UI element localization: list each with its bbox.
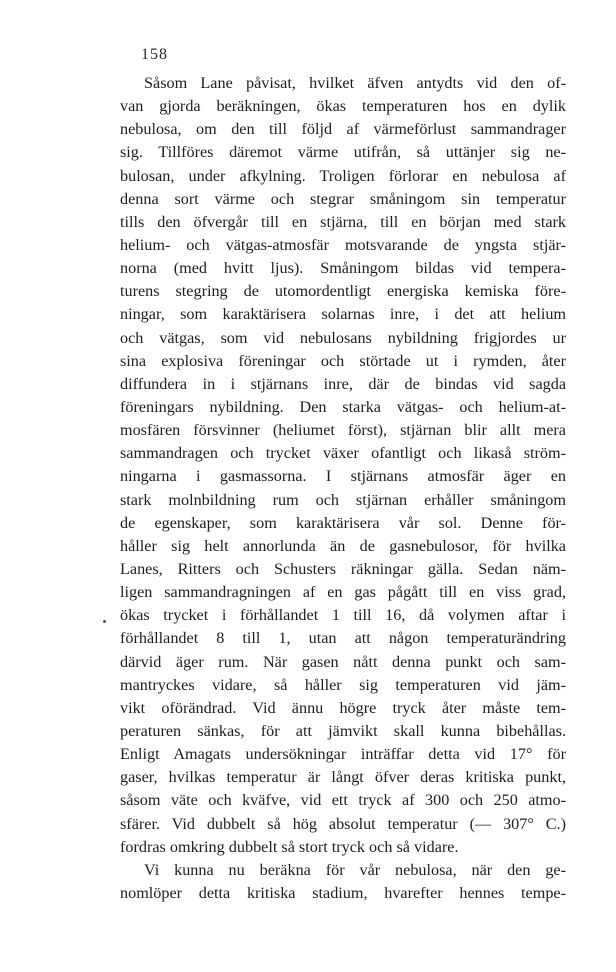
text-line: fordras omkring dubbelt så stort tryck och så vidare.	[120, 837, 459, 856]
text-line: förhållandet 8 till 1, utan att någon temperaturändring	[120, 629, 566, 648]
text-line: och vätgas, som vid nebulosans nybildning frigjordes ur	[120, 328, 566, 347]
text-line: nebulosa, om den till följd af värmeförlust sammandrager	[120, 120, 566, 139]
text-line: denna sort värme och stegrar småningom sin temperatur	[120, 189, 566, 208]
text-line: sammandragen och trycket växer ofantligt och likaså ström-	[120, 444, 566, 463]
text-line: ligen sammandragningen af en gas pågått till en viss grad,	[120, 583, 566, 602]
text-line: Enligt Amagats undersökningar inträffar detta vid 17° för	[120, 745, 566, 764]
margin-mark	[103, 620, 106, 623]
text-line: vikt oförändrad. Vid ännu högre tryck åter måste tem-	[120, 698, 566, 717]
text-line: därvid äger rum. När gasen nått denna punkt och sam-	[120, 652, 566, 671]
text-line: stark molnbildning rum och stjärnan erhåller småningom	[120, 490, 566, 509]
text-line: föreningars nybildning. Den starka vätgas- och helium-at-	[120, 397, 566, 416]
text-line: sina explosiva föreningar och störtade ut i rymden, åter	[120, 351, 566, 370]
text-line: såsom väte och kväfve, vid ett tryck af 300 och 250 atmo-	[120, 791, 566, 810]
text-line: sig. Tillföres däremot värme utifrån, så uttänjer sig ne-	[120, 143, 566, 162]
text-line: ningarna i gasmassorna. I stjärnans atmosfär äger en	[120, 467, 566, 486]
text-line: Såsom Lane påvisat, hvilket äfven antydts vid den of-	[144, 74, 566, 92]
text-line: helium- och vätgas-atmosfär motsvarande de yngsta stjär-	[120, 235, 566, 254]
text-line: gaser, hvilkas temperatur är långt öfver deras kritiska punkt,	[120, 768, 566, 787]
text-line: sfärer. Vid dubbelt så hög absolut temperatur (— 307° C.)	[120, 814, 566, 833]
text-line: nomlöper detta kritiska stadium, hvarefter hennes tempe-	[120, 883, 566, 902]
text-line: ökas trycket i förhållandet 1 till 16, då volymen aftar i	[120, 606, 566, 625]
text-line: peraturen sänkas, för att jämvikt skall kunna bibehållas.	[120, 721, 566, 740]
text-line: ningar, som karaktärisera solarnas inre, i det att helium	[120, 305, 566, 324]
text-line: tills den öfvergår till en stjärna, till en början med stark	[120, 212, 566, 231]
text-line: diffundera in i stjärnans inre, där de bindas vid sagda	[120, 374, 566, 393]
text-line: de egenskaper, som karaktärisera vår sol. Denne för-	[120, 513, 566, 532]
text-line: bulosan, under afkylning. Troligen förlorar en nebulosa af	[120, 166, 566, 185]
body-text	[120, 72, 566, 905]
text-line: Vi kunna nu beräkna för vår nebulosa, när den ge-	[144, 860, 566, 879]
text-line: mosfären försvinner (heliumet först), stjärnan blir allt mera	[120, 421, 566, 440]
text-line: van gjorda beräkningen, ökas temperaturen hos en dylik	[120, 97, 566, 116]
text-line: Lanes, Ritters och Schusters räkningar gälla. Sedan näm-	[120, 559, 566, 578]
text-line: norna (med hvitt ljus). Småningom bildas vid tempera-	[120, 259, 566, 278]
page-number: 158	[141, 46, 168, 63]
text-line: mantryckes vidare, så håller sig temperaturen vid jäm-	[120, 675, 566, 694]
text-line: håller sig helt annorlunda än de gasnebulosor, för hvilka	[120, 536, 566, 555]
text-line: turens stegring de utomordentligt energiska kemiska före-	[120, 282, 566, 301]
